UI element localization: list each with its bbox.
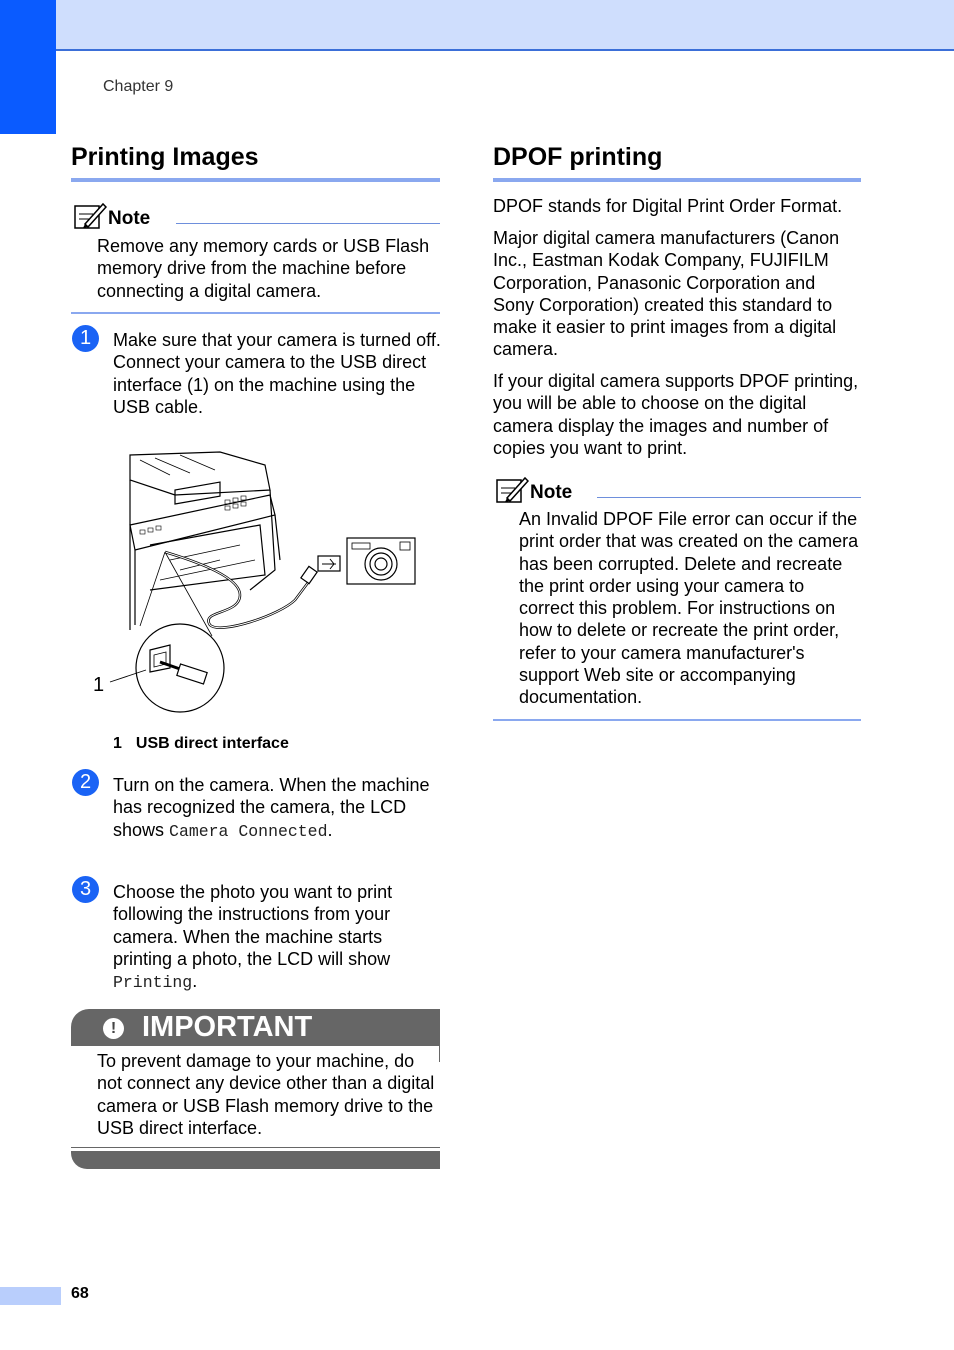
important-footer bbox=[71, 1151, 440, 1169]
important-text: To prevent damage to your machine, do not connect any device other than a digital camera or USB Flash memory drive to the USB direct interface. bbox=[97, 1051, 435, 1138]
caption-text: USB direct interface bbox=[135, 735, 289, 752]
figure-caption bbox=[113, 735, 289, 753]
chapter-tab bbox=[0, 0, 56, 134]
important-rule bbox=[71, 1147, 440, 1148]
step-3-period: . bbox=[192, 971, 198, 992]
step-1-text: Make sure that your camera is turned off. Connect your camera to the USB direct interface (1) on the machine using the USB cable. bbox=[113, 330, 441, 417]
note-header-line bbox=[176, 223, 440, 224]
note-label: Note bbox=[108, 208, 151, 229]
note-pencil-icon bbox=[73, 200, 107, 232]
page-tab bbox=[0, 1287, 61, 1305]
section-title-dpof-printing: DPOF printing bbox=[493, 143, 663, 171]
important-label: IMPORTANT bbox=[142, 1011, 313, 1043]
note-text: Remove any memory cards or USB Flash memory drive from the machine before connecting a digital camera. bbox=[97, 236, 430, 301]
caption-number: 1 bbox=[113, 735, 122, 752]
note-bottom-rule bbox=[71, 312, 440, 314]
step-2-body: Turn on the camera. When the machine has recognized the camera, the LCD shows bbox=[113, 775, 430, 840]
step-2-marker: 2 bbox=[72, 769, 99, 796]
step-3-body: Choose the photo you want to print following the instructions from your camera. When the machine starts printing a photo, the LCD will show bbox=[113, 882, 393, 969]
step-2-lcd-text: Camera Connected bbox=[169, 821, 328, 841]
section-title-printing-images: Printing Images bbox=[71, 143, 259, 171]
usb-connection-figure bbox=[90, 440, 430, 720]
title-rule-right bbox=[493, 178, 861, 182]
step-3-marker: 3 bbox=[72, 876, 99, 903]
page-number: 68 bbox=[71, 1285, 89, 1302]
dpof-paragraph-2: Major digital camera manufacturers (Canon Inc., Eastman Kodak Company, FUJIFILM Corporation, Panasonic Corporation and Sony Corporation) created this standard to make it easier to print images from a digital camera. bbox=[493, 228, 840, 360]
step-3-lcd-text: Printing bbox=[113, 973, 193, 993]
step-2-period: . bbox=[327, 819, 333, 840]
important-header bbox=[71, 1009, 440, 1046]
chapter-label: Chapter 9 bbox=[103, 78, 174, 95]
step-1-marker: 1 bbox=[72, 325, 99, 352]
dpof-paragraph-1: DPOF stands for Digital Print Order Format. bbox=[493, 196, 843, 216]
note-bottom-rule-right bbox=[493, 719, 861, 721]
note-pencil-icon bbox=[495, 474, 529, 506]
note-header-line-right bbox=[597, 497, 861, 498]
title-rule bbox=[71, 178, 440, 182]
dpof-paragraph-3: If your digital camera supports DPOF printing, you will be able to choose on the digital camera display the images and number of copies you want to print. bbox=[493, 371, 859, 458]
step-3-text bbox=[113, 881, 443, 994]
header-band bbox=[0, 0, 954, 51]
figure-callout-1: 1 bbox=[93, 674, 105, 696]
note-label-right: Note bbox=[530, 482, 573, 503]
step-2-text bbox=[113, 774, 443, 843]
note-text-right: An Invalid DPOF File error can occur if the print order that was created on the camera has been corrupted. Delete and recreate the print order using your camera to correct this problem. For instructions on how to delete or recreate the print order, refer to your camera manufacturer's support Web site or accompanying documentation. bbox=[519, 509, 859, 708]
exclamation-icon: ! bbox=[103, 1018, 124, 1039]
